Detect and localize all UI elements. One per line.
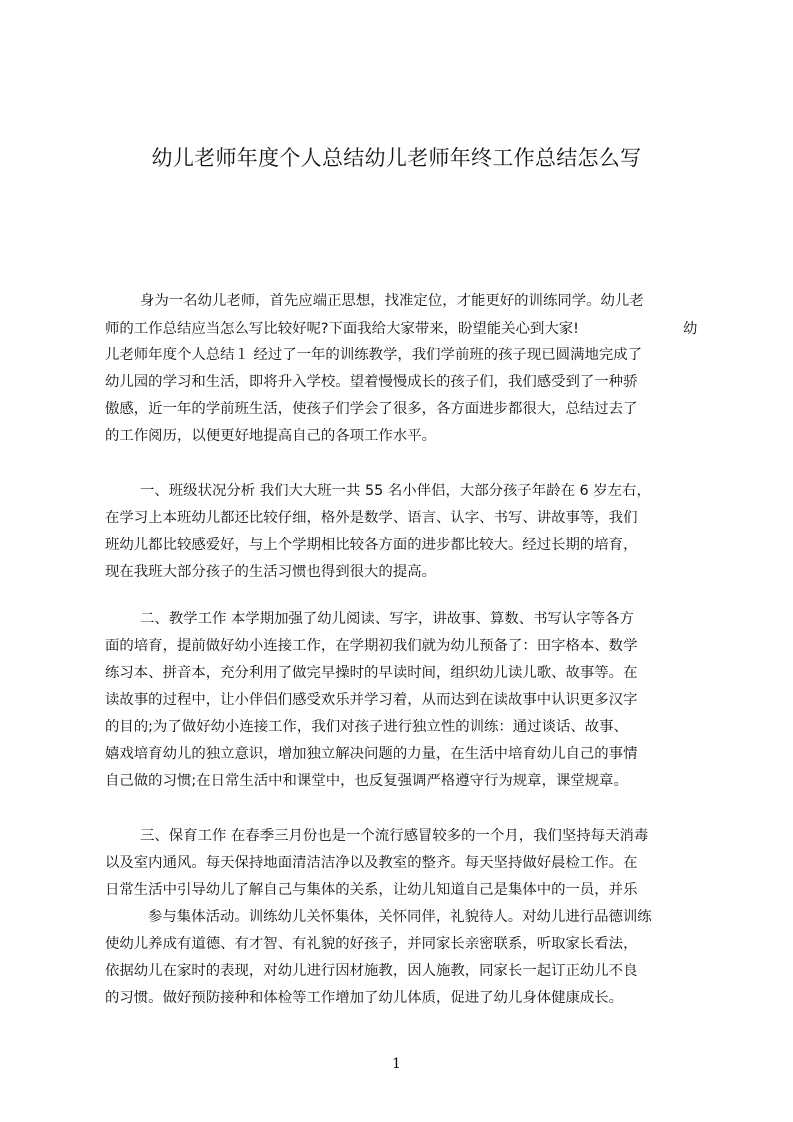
- paragraph-4-line-7: 的习惯。做好预防接种和体检等工作增加了幼儿体质，促进了幼儿身体健康成长。: [105, 990, 624, 1006]
- paragraph-1-line-5: 幼儿园的学习和生活，即将升入学校。望着慢慢成长的孩子们，我们感受到了一种骄: [105, 374, 638, 390]
- paragraph-4-line-4: 参与集体活动。训练幼儿关怀集体，关怀同伴，礼貌待人。对幼儿进行品德训练: [148, 909, 652, 925]
- paragraph-2-line-3: 班幼儿都比较感爱好，与上个学期相比较各方面的进步都比较大。经过长期的培育，: [105, 537, 638, 553]
- paragraph-4-line-5: 使幼儿养成有道德、有才智、有礼貌的好孩子，并同家长亲密联系，听取家长看法，: [105, 936, 638, 952]
- paragraph-2-line-4: 现在我班大部分孩子的生活习惯也得到很大的提高。: [105, 564, 436, 580]
- paragraph-1-line-4: 儿老师年度个人总结１ 经过了一年的训练教学，我们学前班的孩子现已圆满地完成了: [105, 347, 643, 363]
- paragraph-3-line-7: 自己做的习惯;在日常生活中和课堂中，也反复强调严格遵守行为规章，课堂规章。: [105, 773, 628, 789]
- paragraph-4-line-2: 以及室内通风。每天保持地面清洁洁净以及教室的整齐。每天坚持做好晨检工作。在: [105, 855, 638, 871]
- paragraph-4-line-6: 依据幼儿在家时的表现，对幼儿进行因材施教，因人施教，同家长一起订正幼儿不良: [105, 963, 638, 979]
- page-number: 1: [392, 1056, 401, 1072]
- paragraph-3-line-4: 读故事的过程中，让小伴侣们感受欢乐并学习着，从而达到在读故事中认识更多汉字: [105, 692, 638, 708]
- paragraph-4-line-1: 三、保育工作 在春季三月份也是一个流行感冒较多的一个月，我们坚持每天消毒: [140, 828, 649, 844]
- paragraph-4-line-3: 日常生活中引导幼儿了解自己与集体的关系，让幼儿知道自己是集体中的一员，并乐: [105, 882, 638, 898]
- paragraph-3-line-6: 嬉戏培育幼儿的独立意识，增加独立解决问题的力量，在生活中培育幼儿自己的事情: [105, 746, 638, 762]
- paragraph-2-line-1: 一、班级状况分析 我们大大班一共 55 名小伴侣，大部分孩子年龄在 6 岁左右，: [140, 483, 651, 499]
- paragraph-1-line-1: 身为一名幼儿老师，首先应端正思想，找准定位，才能更好的训练同学。幼儿老: [140, 293, 644, 309]
- paragraph-3-line-1: 二、教学工作 本学期加强了幼儿阅读、写字，讲故事、算数、书写认字等各方: [140, 611, 634, 627]
- document-title: 幼儿老师年度个人总结幼儿老师年终工作总结怎么写: [151, 146, 642, 170]
- paragraph-1-line-7: 的工作阅历，以便更好地提高自己的各项工作水平。: [105, 428, 436, 444]
- paragraph-1-line-2: 师的工作总结应当怎么写比较好呢?下面我给大家带来，盼望能关心到大家!: [105, 321, 579, 337]
- paragraph-1-line-3: 幼: [683, 321, 698, 337]
- paragraph-3-line-2: 面的培育，提前做好幼小连接工作，在学期初我们就为幼儿预备了：田字格本、数学: [105, 638, 638, 654]
- paragraph-3-line-5: 的目的;为了做好幼小连接工作，我们对孩子进行独立性的训练：通过谈话、故事、: [105, 719, 628, 735]
- paragraph-1-line-6: 傲感，近一年的学前班生活，使孩子们学会了很多，各方面进步都很大，总结过去了: [105, 401, 638, 417]
- paragraph-2-line-2: 在学习上本班幼儿都还比较仔细，格外是数学、语言、认字、书写、讲故事等，我们: [105, 510, 638, 526]
- paragraph-3-line-3: 练习本、拼音本，充分利用了做完早操时的早读时间，组织幼儿读儿歌、故事等。在: [105, 665, 638, 681]
